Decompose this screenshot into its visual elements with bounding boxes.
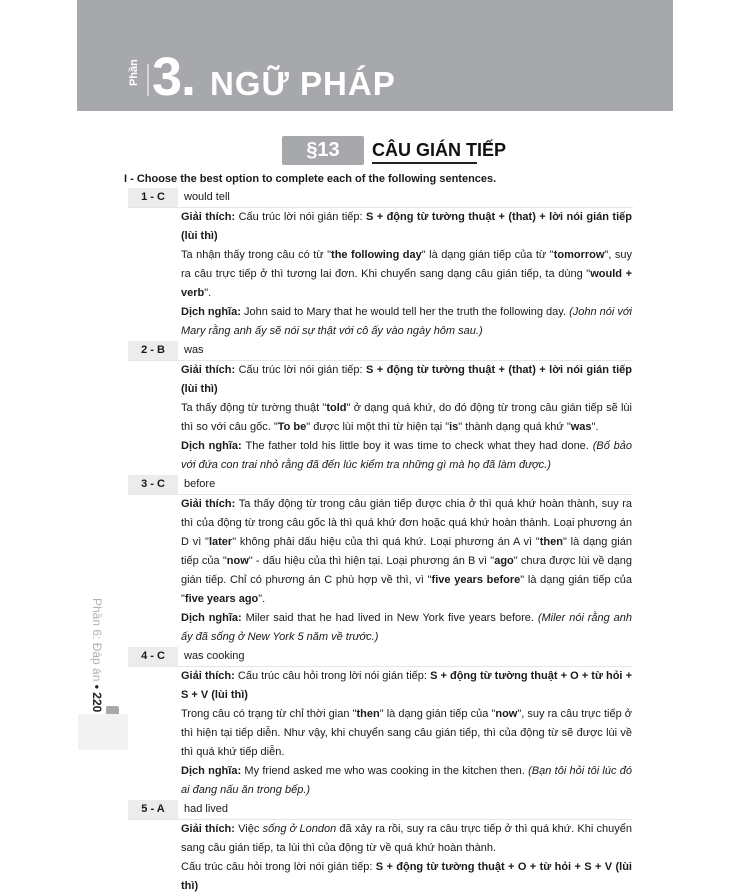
explanation-paragraph — [181, 858, 632, 896]
footer-separator: • — [90, 684, 104, 689]
explanation-paragraph — [181, 399, 632, 437]
answer-label: 4 - C — [128, 647, 178, 666]
explanation-paragraph — [181, 208, 632, 246]
text: Cấu trúc lời nói gián tiếp: — [238, 364, 366, 376]
explanation-paragraph — [181, 705, 632, 762]
page-tab — [78, 714, 128, 750]
text: " là dạng gián tiếp của " — [379, 708, 496, 720]
text: ", suy ra câu trực tiếp ở thì hiện tại tiếp diễn. Như vậy, khi chuyển sang câu gián tiếp, thì của động từ sẽ được lùi về thì quá khứ tiếp diễn. — [181, 708, 632, 758]
bold-text: told — [326, 402, 347, 414]
bold-text: Dịch nghĩa: — [181, 612, 246, 624]
explanation-paragraph — [181, 667, 632, 705]
page-number: 220 — [90, 692, 104, 713]
exercise-instruction: I - Choose the best option to complete each of the following sentences. — [124, 173, 497, 185]
bold-text: five years before — [431, 574, 521, 586]
text: Cấu trúc câu hỏi trong lời nói gián tiếp: — [181, 861, 376, 873]
answer-label: 5 - A — [128, 800, 178, 819]
bold-text: S + động từ tường thuật + (that) + lời nói gián tiếp (lùi thì) — [181, 211, 632, 242]
answer-text: was — [184, 344, 204, 356]
text: " thành dạng quá khứ " — [458, 421, 571, 433]
explanation-paragraph — [181, 361, 632, 399]
explanation-paragraph — [181, 609, 632, 647]
explanation-paragraph — [181, 820, 632, 858]
text: Cấu trúc lời nói gián tiếp: — [238, 211, 366, 223]
text: " chưa được lùi về dạng gián tiếp. Chỉ có phương án C phù hợp về thì, vì " — [181, 555, 632, 586]
text: " - dấu hiệu của thì hiện tại. Loại phương án B vì " — [248, 555, 495, 567]
bold-text: Dịch nghĩa: — [181, 440, 246, 452]
text: " được lùi một thì từ hiện tại " — [306, 421, 450, 433]
bold-text: Giải thích: — [181, 670, 238, 682]
text: ", suy ra câu trực tiếp ở thì tương lai đơn. Khi chuyển sang dạng câu gián tiếp, ta dùng " — [181, 249, 632, 280]
answer-text: had lived — [184, 803, 229, 815]
chapter-title: NGỮ PHÁP — [210, 65, 396, 102]
answer-label: 1 - C — [128, 188, 178, 207]
bold-text: ago — [494, 555, 514, 567]
part-number: 3. — [152, 47, 196, 107]
page-footer — [90, 598, 104, 720]
answer-label: 2 - B — [128, 341, 178, 360]
bold-text: five years ago — [184, 593, 259, 605]
text: Ta nhận thấy trong câu có từ " — [181, 249, 332, 261]
bold-text: now — [226, 555, 249, 567]
text: Ta thấy động từ tường thuật " — [181, 402, 327, 414]
bold-text: S + động từ tường thuật + (that) + lời nói gián tiếp (lùi thì) — [181, 364, 632, 395]
answer-row — [128, 800, 633, 820]
text: ". — [258, 593, 266, 605]
bold-text: Giải thích: — [181, 498, 239, 510]
text: My friend asked me who was cooking in the kitchen then. — [244, 765, 529, 777]
explanation-paragraph — [181, 495, 632, 609]
section-title: CÂU GIÁN TIẾP — [372, 140, 507, 160]
bold-text: is — [449, 421, 459, 433]
answer-row — [128, 188, 633, 208]
bold-text: Giải thích: — [181, 823, 239, 835]
answer-text: before — [184, 478, 216, 490]
section-number: §13 — [282, 136, 364, 165]
italic-text: (Bố bảo với đứa con trai nhỏ rằng đã đến lúc kiểm tra những gì mà họ đã làm được.) — [181, 440, 632, 471]
text: " là dạng gián tiếp của " — [181, 536, 632, 567]
answer-text: would tell — [184, 191, 230, 203]
footer-section-label: Phần 6: Đáp án — [90, 598, 104, 682]
answer-row — [128, 475, 633, 495]
bold-text: was — [570, 421, 592, 433]
answer-row — [128, 341, 633, 361]
text: Miler said that he had lived in New York five years before. — [245, 612, 538, 624]
explanation-paragraph — [181, 246, 632, 303]
bold-text: then — [356, 708, 380, 720]
explanation-paragraph — [181, 437, 632, 475]
bold-text: To be — [277, 421, 307, 433]
text: " là dạng gián tiếp của " — [181, 574, 632, 605]
text: " không phải dấu hiệu của thì quá khứ. Loại phương án A vì " — [232, 536, 540, 548]
section-underline — [372, 162, 477, 164]
explanation-paragraph — [181, 303, 632, 341]
bold-text: later — [208, 536, 233, 548]
answer-label: 3 - C — [128, 475, 178, 494]
bold-text: S + động từ tường thuật + O + từ hỏi + S + V (lùi thì) — [181, 670, 632, 701]
italic-text: (Bạn tôi hỏi tôi lúc đó ai đang nấu ăn trong bếp.) — [181, 765, 632, 796]
bold-text: Giải thích: — [181, 211, 239, 223]
bold-text: then — [539, 536, 563, 548]
italic-text: sống ở London — [262, 823, 337, 835]
bold-text: Dịch nghĩa: — [181, 306, 244, 318]
text: Ta thấy động từ trong câu gián tiếp được chia ở thì quá khứ hoàn thành, suy ra thì của động từ trong câu gốc là thì quá khứ đơn hoặc quá khứ hoàn thành. Loại phương án D vì " — [181, 498, 632, 548]
answer-row — [128, 647, 633, 667]
part-divider — [147, 64, 149, 96]
text: đã xảy ra rồi, suy ra câu trực tiếp ở thì quá khứ. Khi chuyển sang câu gián tiếp, ta lùi thì của động từ về quá khứ hoàn thành. — [181, 823, 632, 854]
bold-text: S + động từ tường thuật + O + từ hỏi + S + V (lùi thì) — [181, 861, 632, 892]
bold-text: now — [495, 708, 518, 720]
text: John said to Mary that he would tell her the truth the following day. — [243, 306, 570, 318]
text: Cấu trúc câu hỏi trong lời nói gián tiếp: — [237, 670, 431, 682]
answer-text: was cooking — [184, 650, 245, 662]
text: " là dạng gián tiếp của từ " — [421, 249, 554, 261]
italic-text: (Miler nói rằng anh ấy đã sống ở New York 5 năm về trước.) — [181, 612, 632, 643]
answer-list — [128, 188, 633, 896]
text: Trong câu có trạng từ chỉ thời gian " — [181, 708, 357, 720]
bold-text: Giải thích: — [181, 364, 239, 376]
text: Việc — [238, 823, 263, 835]
explanation-paragraph — [181, 762, 632, 800]
bold-text: would + verb — [181, 268, 633, 299]
bold-text: the following day — [331, 249, 422, 261]
text: ". — [204, 287, 212, 299]
italic-text: (John nói với Mary rằng anh ấy sẽ nói sự thật với cô ấy vào ngày hôm sau.) — [181, 306, 632, 337]
bold-text: Dịch nghĩa: — [181, 765, 245, 777]
part-word: Phần — [128, 59, 140, 86]
bold-text: tomorrow — [553, 249, 605, 261]
text: The father told his little boy it was time to check what they had done. — [245, 440, 593, 452]
text: " ở dạng quá khứ, do đó động từ trong câu gián tiếp sẽ lùi thì so với câu gốc. " — [181, 402, 632, 433]
text: ". — [591, 421, 599, 433]
